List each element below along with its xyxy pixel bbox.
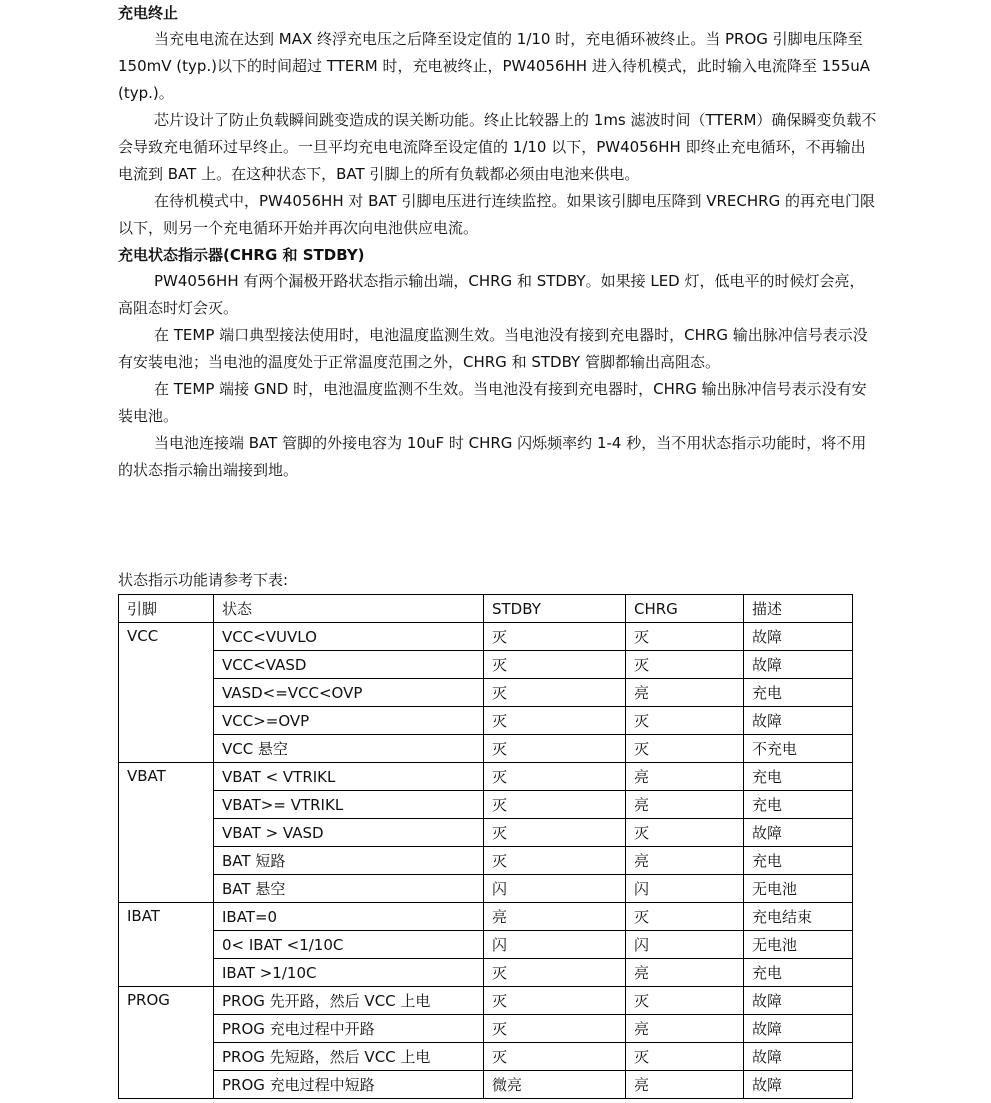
state-cell: IBAT=0 <box>214 903 484 931</box>
header-description: 描述 <box>744 595 853 623</box>
chrg-cell: 亮 <box>626 1071 744 1099</box>
table-caption: 状态指示功能请参考下表: <box>118 571 289 589</box>
stdby-cell: 闪 <box>484 931 626 959</box>
description-cell: 充电 <box>744 959 853 987</box>
description-cell: 不充电 <box>744 735 853 763</box>
table-row <box>119 1015 853 1043</box>
chrg-cell: 闪 <box>626 931 744 959</box>
table-header-row <box>119 595 853 623</box>
stdby-cell: 灭 <box>484 623 626 651</box>
pin-cell: PROG <box>119 987 214 1099</box>
state-cell: 0< IBAT <1/10C <box>214 931 484 959</box>
state-cell: VBAT > VASD <box>214 819 484 847</box>
table-row <box>119 735 853 763</box>
state-cell: BAT 短路 <box>214 847 484 875</box>
pin-cell: VCC <box>119 623 214 763</box>
stdby-cell: 闪 <box>484 875 626 903</box>
stdby-cell: 灭 <box>484 651 626 679</box>
table-row <box>119 623 853 651</box>
state-cell: VBAT>= VTRIKL <box>214 791 484 819</box>
chrg-cell: 灭 <box>626 707 744 735</box>
description-cell: 故障 <box>744 1071 853 1099</box>
table-row <box>119 931 853 959</box>
header-chrg: CHRG <box>626 595 744 623</box>
stdby-cell: 微亮 <box>484 1071 626 1099</box>
description-cell: 故障 <box>744 1015 853 1043</box>
stdby-cell: 灭 <box>484 819 626 847</box>
chrg-cell: 灭 <box>626 735 744 763</box>
section-heading-charge-termination: 充电终止 <box>118 4 179 22</box>
paragraph: 在 TEMP 端口典型接法使用时，电池温度监测生效。当电池没有接到充电器时，CHRG 输出脉冲信号表示没有安装电池；当电池的温度处于正常温度范围之外，CHRG 和 STDBY 管脚都输出高阻态。 <box>118 326 868 371</box>
state-cell: PROG 先开路，然后 VCC 上电 <box>214 987 484 1015</box>
state-cell: PROG 充电过程中开路 <box>214 1015 484 1043</box>
chrg-cell: 灭 <box>626 1043 744 1071</box>
document-body <box>118 0 878 484</box>
table-row <box>119 987 853 1015</box>
pin-cell: IBAT <box>119 903 214 987</box>
stdby-cell: 灭 <box>484 679 626 707</box>
pin-cell: VBAT <box>119 763 214 903</box>
section-heading-status-indicator: 充电状态指示器(CHRG 和 STDBY) <box>118 246 365 264</box>
table-row <box>119 679 853 707</box>
table-row <box>119 875 853 903</box>
chrg-cell: 灭 <box>626 987 744 1015</box>
description-cell: 故障 <box>744 987 853 1015</box>
stdby-cell: 灭 <box>484 763 626 791</box>
chrg-cell: 闪 <box>626 875 744 903</box>
chrg-cell: 亮 <box>626 1015 744 1043</box>
chrg-cell: 亮 <box>626 959 744 987</box>
table-row <box>119 959 853 987</box>
table-row <box>119 651 853 679</box>
stdby-cell: 亮 <box>484 903 626 931</box>
paragraph: 芯片设计了防止负载瞬间跳变造成的误关断功能。终止比较器上的 1ms 滤波时间（TTERM）确保瞬变负载不会导致充电循环过早终止。一旦平均充电电流降至设定值的 1/10 以下，PW4056HH 即终止充电循环，不再输出电流到 BAT 上。在这种状态下，BAT 引脚上的所有负载都必须由电池来供电。 <box>118 111 877 183</box>
table-row <box>119 1071 853 1099</box>
description-cell: 充电结束 <box>744 903 853 931</box>
description-cell: 无电池 <box>744 875 853 903</box>
stdby-cell: 灭 <box>484 1043 626 1071</box>
state-cell: VASD<=VCC<OVP <box>214 679 484 707</box>
chrg-cell: 灭 <box>626 623 744 651</box>
paragraph: PW4056HH 有两个漏极开路状态指示输出端，CHRG 和 STDBY。如果接 LED 灯，低电平的时候灯会亮，高阻态时灯会灭。 <box>118 272 865 317</box>
table-row <box>119 1043 853 1071</box>
state-cell: VCC<VASD <box>214 651 484 679</box>
table-row <box>119 707 853 735</box>
state-cell: VBAT < VTRIKL <box>214 763 484 791</box>
chrg-cell: 亮 <box>626 791 744 819</box>
paragraph: 当充电电流在达到 MAX 终浮充电压之后降至设定值的 1/10 时，充电循环被终止。当 PROG 引脚电压降至 150mV (typ.)以下的时间超过 TTERM 时，充电被终止，PW4056HH 进入待机模式，此时输入电流降至 155uA (typ.)。 <box>118 30 871 102</box>
stdby-cell: 灭 <box>484 847 626 875</box>
status-indicator-table <box>118 594 853 1099</box>
paragraph: 在待机模式中，PW4056HH 对 BAT 引脚电压进行连续监控。如果该引脚电压降到 VRECHRG 的再充电门限以下，则另一个充电循环开始并再次向电池供应电流。 <box>118 192 875 237</box>
header-stdby: STDBY <box>484 595 626 623</box>
header-pin: 引脚 <box>119 595 214 623</box>
header-state: 状态 <box>214 595 484 623</box>
description-cell: 充电 <box>744 791 853 819</box>
description-cell: 故障 <box>744 1043 853 1071</box>
table-row <box>119 791 853 819</box>
description-cell: 充电 <box>744 847 853 875</box>
description-cell: 无电池 <box>744 931 853 959</box>
state-cell: PROG 先短路，然后 VCC 上电 <box>214 1043 484 1071</box>
description-cell: 充电 <box>744 763 853 791</box>
paragraph: 在 TEMP 端接 GND 时，电池温度监测不生效。当电池没有接到充电器时，CHRG 输出脉冲信号表示没有安装电池。 <box>118 380 867 425</box>
state-cell: VCC 悬空 <box>214 735 484 763</box>
description-cell: 充电 <box>744 679 853 707</box>
stdby-cell: 灭 <box>484 707 626 735</box>
description-cell: 故障 <box>744 623 853 651</box>
chrg-cell: 亮 <box>626 763 744 791</box>
stdby-cell: 灭 <box>484 987 626 1015</box>
state-cell: VCC>=OVP <box>214 707 484 735</box>
state-cell: BAT 悬空 <box>214 875 484 903</box>
stdby-cell: 灭 <box>484 735 626 763</box>
table-row <box>119 819 853 847</box>
stdby-cell: 灭 <box>484 1015 626 1043</box>
state-cell: VCC<VUVLO <box>214 623 484 651</box>
state-cell: IBAT >1/10C <box>214 959 484 987</box>
paragraph: 当电池连接端 BAT 管脚的外接电容为 10uF 时 CHRG 闪烁频率约 1-4 秒，当不用状态指示功能时，将不用的状态指示输出端接到地。 <box>118 434 867 479</box>
chrg-cell: 亮 <box>626 679 744 707</box>
description-cell: 故障 <box>744 819 853 847</box>
state-cell: PROG 充电过程中短路 <box>214 1071 484 1099</box>
chrg-cell: 灭 <box>626 651 744 679</box>
stdby-cell: 灭 <box>484 959 626 987</box>
stdby-cell: 灭 <box>484 791 626 819</box>
table-row <box>119 763 853 791</box>
description-cell: 故障 <box>744 707 853 735</box>
chrg-cell: 灭 <box>626 903 744 931</box>
chrg-cell: 灭 <box>626 819 744 847</box>
table-row <box>119 847 853 875</box>
chrg-cell: 亮 <box>626 847 744 875</box>
table-row <box>119 903 853 931</box>
description-cell: 故障 <box>744 651 853 679</box>
